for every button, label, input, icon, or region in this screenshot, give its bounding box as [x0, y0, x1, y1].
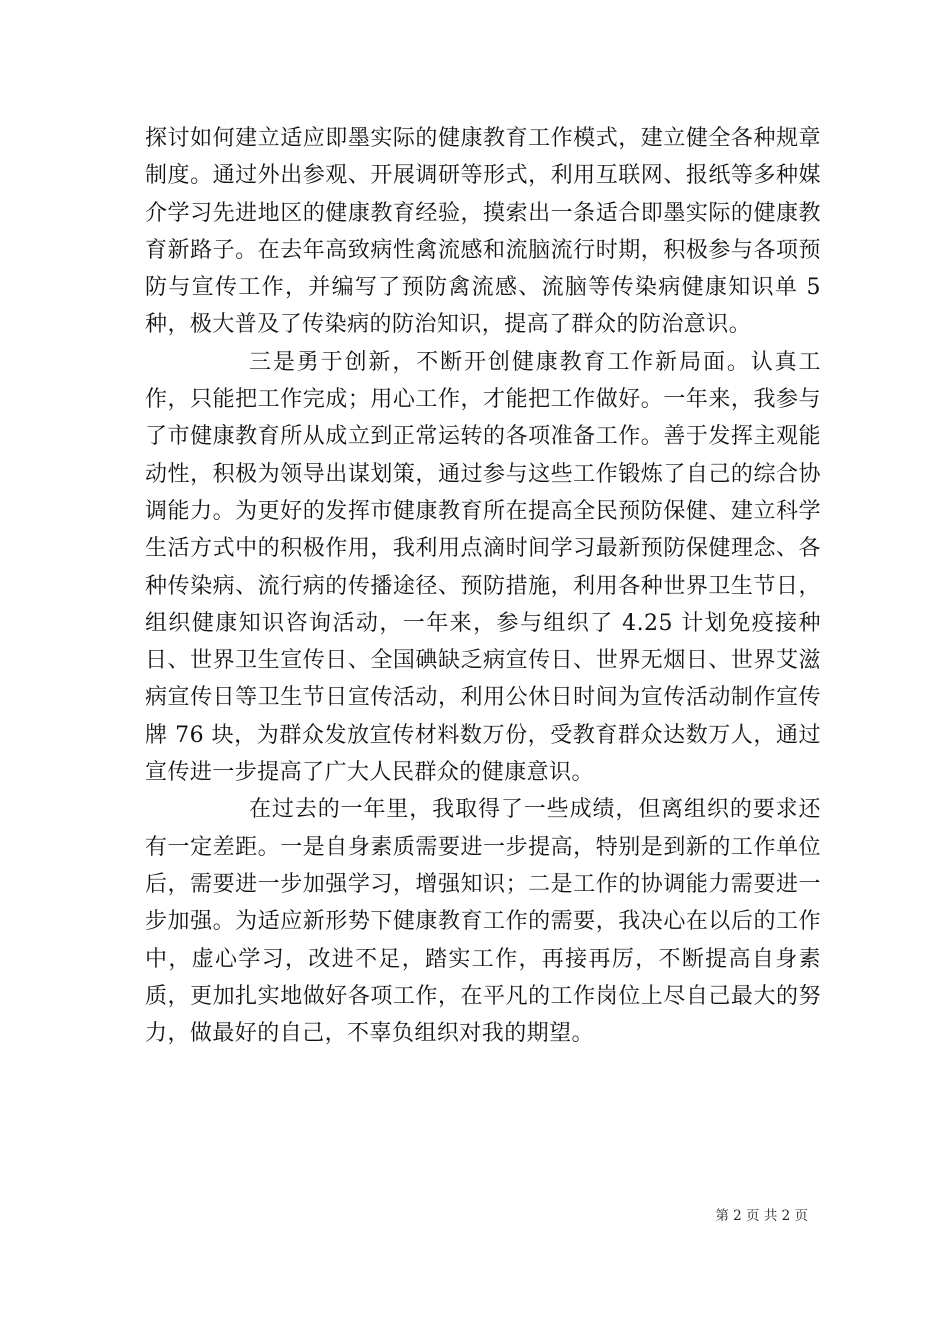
page-number: 第 2 页 共 2 页 — [715, 1208, 808, 1224]
paragraph-continuation: 探讨如何建立适应即墨实际的健康教育工作模式，建立健全各种规章制度。通过外出参观、开展调研等形式，利用互联网、报纸等多种媒介学习先进地区的健康教育经验，摸索出一条适合即墨实际的健康教育新路子。在去年高致病性禽流感和流脑流行时期，积极参与各项预防与宣传工作，并编写了预防禽流感、流脑等传染病健康知识单 5 种，极大普及了传染病的防治知识，提高了群众的防治意识。 — [145, 126, 821, 338]
body-text — [145, 120, 821, 1052]
paragraph-innovation: 三是勇于创新，不断开创健康教育工作新局面。认真工作，只能把工作完成；用心工作，才能把工作做好。一年来，我参与了市健康教育所从成立到正常运转的各项准备工作。善于发挥主观能动性，积极为领导出谋划策，通过参与这些工作锻炼了自己的综合协调能力。为更好的发挥市健康教育所在提高全民预防保健、建立科学生活方式中的积极作用，我利用点滴时间学习最新预防保健理念、各种传染病、流行病的传播途径、预防措施，利用各种世界卫生节日，组织健康知识咨询活动，一年来，参与组织了 4.25 计划免疫接种日、世界卫生宣传日、全国碘缺乏病宣传日、世界无烟日、世界艾滋病宣传日等卫生节日宣传活动，利用公休日时间为宣传活动制作宣传牌 76 块，为群众发放宣传材料数万份，受教育群众达数万人，通过宣传进一步提高了广大人民群众的健康意识。 — [145, 349, 821, 786]
paragraph-conclusion: 在过去的一年里，我取得了一些成绩，但离组织的要求还有一定差距。一是自身素质需要进一步提高，特别是到新的工作单位后，需要进一步加强学习，增强知识；二是工作的协调能力需要进一步加强。为适应新形势下健康教育工作的需要，我决心在以后的工作中，虚心学习，改进不足，踏实工作，再接再厉，不断提高自身素质，更加扎实地做好各项工作，在平凡的工作岗位上尽自己最大的努力，做最好的自己，不辜负组织对我的期望。 — [145, 797, 821, 1047]
